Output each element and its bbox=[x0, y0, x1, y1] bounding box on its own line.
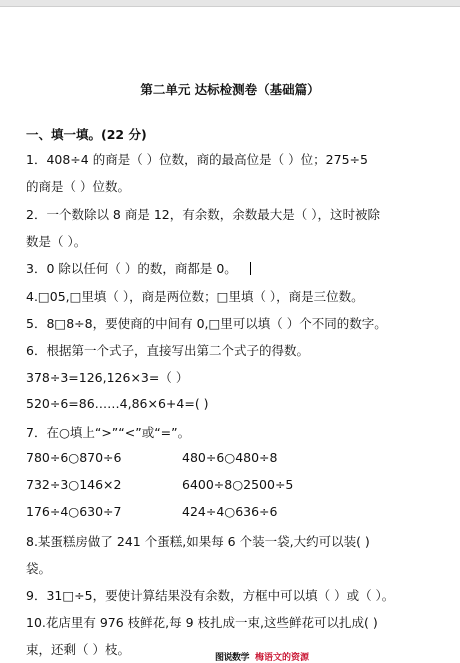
compare-item: 480÷6○480÷8 bbox=[182, 450, 278, 465]
question-line: 1．408÷4 的商是（ ）位数，商的最高位是（ ）位；275÷5 bbox=[26, 152, 368, 167]
top-bar bbox=[0, 0, 460, 7]
question-line: 袋。 bbox=[26, 561, 52, 576]
question-line: 7．在○填上“>”“<”或“=”。 bbox=[26, 425, 191, 440]
question-line: 4.□05,□里填（ ），商是两位数；□里填（ ），商是三位数。 bbox=[26, 289, 364, 304]
compare-item: 424÷4○636÷6 bbox=[182, 504, 278, 519]
compare-item: 780÷6○870÷6 bbox=[26, 450, 122, 465]
watermark-tag: 梅语文的资源 bbox=[255, 653, 310, 663]
page-title: 第二单元 达标检测卷（基础篇） bbox=[140, 82, 320, 97]
question-line: 数是（ ）。 bbox=[26, 234, 87, 249]
question-line: 520÷6=86……4,86×6+4=( ) bbox=[26, 396, 209, 411]
question-line: 束，还剩（ ）枝。 bbox=[26, 642, 130, 657]
watermark bbox=[215, 650, 309, 663]
compare-item: 176÷4○630÷7 bbox=[26, 504, 122, 519]
compare-item: 732÷3○146×2 bbox=[26, 477, 122, 492]
watermark-brand: 图说数学 bbox=[215, 653, 250, 663]
question-line: 2．一个数除以 8 商是 12，有余数，余数最大是（ ），这时被除 bbox=[26, 207, 380, 222]
section-heading: 一、填一填。(22 分) bbox=[26, 127, 147, 142]
question-line: 3．0 除以任何（ ）的数，商都是 0。 bbox=[26, 261, 237, 276]
question-line: 10.花店里有 976 枝鲜花,每 9 枝扎成一束,这些鲜花可以扎成( ) bbox=[26, 615, 378, 630]
compare-item: 6400÷8○2500÷5 bbox=[182, 477, 294, 492]
text-cursor bbox=[250, 262, 251, 275]
question-line: 6．根据第一个式子，直接写出第二个式子的得数。 bbox=[26, 343, 309, 358]
question-line: 378÷3=126,126×3=（ ） bbox=[26, 370, 189, 385]
question-line: 8.某蛋糕房做了 241 个蛋糕,如果每 6 个装一袋,大约可以装( ) bbox=[26, 534, 370, 549]
question-line: 9．31□÷5，要使计算结果没有余数，方框中可以填（ ）或（ ）。 bbox=[26, 588, 395, 603]
question-line: 5．8□8÷8，要使商的中间有 0,□里可以填（ ）个不同的数字。 bbox=[26, 316, 387, 331]
question-line: 的商是（ ）位数。 bbox=[26, 179, 130, 194]
